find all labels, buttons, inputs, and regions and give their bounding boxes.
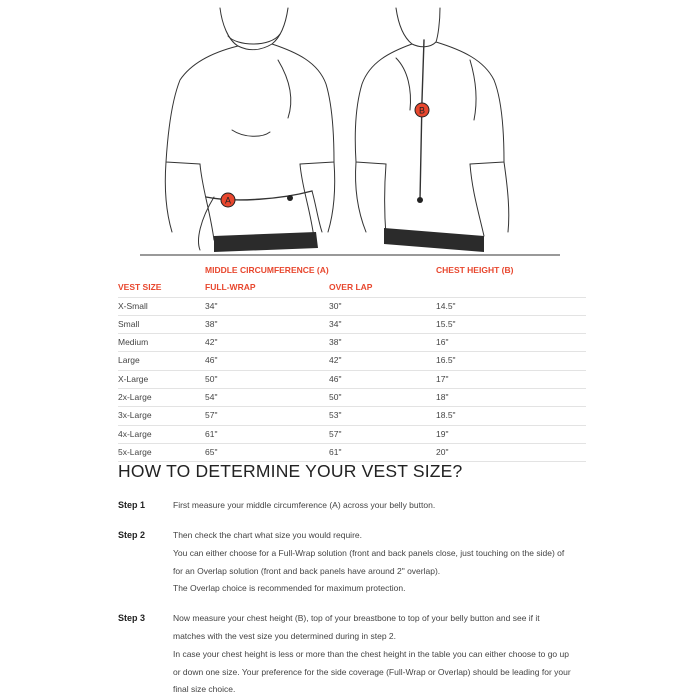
marker-b <box>415 103 429 117</box>
front-figure <box>165 8 335 250</box>
full-wrap-cell: 42" <box>205 337 218 348</box>
table-body <box>118 298 586 463</box>
guide-title: HOW TO DETERMINE YOUR VEST SIZE? <box>118 461 463 481</box>
marker-b-label: B <box>418 105 426 116</box>
size-row <box>118 444 586 462</box>
step-3-line-4: or down one size. Your preference for the side coverage (Full-Wrap or Overlap) should be leading for your <box>173 667 571 677</box>
overlap-cell: 46" <box>329 373 342 384</box>
chest-dot <box>417 197 423 203</box>
size-cell: Small <box>118 318 140 329</box>
step-2-line-4: The Overlap choice is recommended for maximum protection. <box>173 583 406 593</box>
overlap-cell: 50" <box>329 392 342 403</box>
chest-height-header: CHEST HEIGHT (B) <box>436 265 514 275</box>
full-wrap-cell: 50" <box>205 373 218 384</box>
overlap-cell: 42" <box>329 355 342 366</box>
overlap-cell: 57" <box>329 428 342 439</box>
chest-height-cell: 15.5" <box>436 318 456 329</box>
size-row <box>118 298 586 316</box>
step-3-line-3: In case your chest height is less or more than the chest height in the table you can either choose to go up <box>173 649 569 659</box>
marker-a <box>221 193 235 207</box>
overlap-cell: 34" <box>329 318 342 329</box>
full-wrap-header: FULL-WRAP <box>205 282 256 293</box>
step-3-line-1: Now measure your chest height (B), top of your breastbone to top of your belly button and see if it <box>173 613 540 623</box>
size-row <box>118 316 586 334</box>
size-cell: 4x-Large <box>118 428 152 439</box>
size-cell: X-Large <box>118 373 149 384</box>
size-row <box>118 426 586 444</box>
step-3-line-2: matches with the vest size you determined during in step 2. <box>173 631 397 641</box>
overlap-cell: 30" <box>329 300 342 311</box>
size-row <box>118 352 586 370</box>
chest-height-cell: 14.5" <box>436 300 456 311</box>
chest-height-cell: 16.5" <box>436 355 456 366</box>
step-3-label: Step 3 <box>118 613 146 623</box>
size-cell: Medium <box>118 337 149 348</box>
full-wrap-cell: 54" <box>205 392 218 403</box>
full-wrap-cell: 34" <box>205 300 218 311</box>
column-header-row <box>118 279 586 297</box>
group-header-row <box>118 262 586 279</box>
chest-height-cell: 20" <box>436 446 449 457</box>
full-wrap-cell: 38" <box>205 318 218 329</box>
step-2-line-1: Then check the chart what size you would require. <box>173 530 362 540</box>
belt-dot <box>287 195 293 201</box>
step-1-label: Step 1 <box>118 500 146 510</box>
step-2-line-2: You can either choose for a Full-Wrap solution (front and back panels close, just touching on the side) of <box>173 548 565 558</box>
size-row <box>118 334 586 352</box>
overlap-header: OVER LAP <box>329 282 373 293</box>
middle-circumference-header: MIDDLE CIRCUMFERENCE (A) <box>205 265 329 275</box>
vest-size-header: VEST SIZE <box>118 282 162 293</box>
overlap-cell: 38" <box>329 337 342 348</box>
chest-height-cell: 16" <box>436 337 449 348</box>
size-cell: X-Small <box>118 300 148 311</box>
size-cell: 5x-Large <box>118 446 152 457</box>
full-wrap-cell: 65" <box>205 446 218 457</box>
full-wrap-cell: 57" <box>205 410 218 421</box>
step-2-label: Step 2 <box>118 530 146 540</box>
size-row <box>118 407 586 425</box>
back-figure <box>355 8 509 236</box>
size-table <box>118 262 586 462</box>
step-1-line-1: First measure your middle circumference (A) across your belly button. <box>173 500 436 510</box>
chest-height-cell: 18.5" <box>436 410 456 421</box>
chest-height-cell: 17" <box>436 373 449 384</box>
chest-height-cell: 18" <box>436 392 449 403</box>
front-waistband <box>214 232 318 252</box>
size-cell: 2x-Large <box>118 392 152 403</box>
overlap-cell: 53" <box>329 410 342 421</box>
size-cell: 3x-Large <box>118 410 152 421</box>
step-3-line-5: final size choice. <box>173 684 236 694</box>
size-row <box>118 389 586 407</box>
step-2-line-3: for an Overlap solution (front and back panels have around 2" overlap). <box>173 566 441 576</box>
overlap-cell: 61" <box>329 446 342 457</box>
chest-height-cell: 19" <box>436 428 449 439</box>
full-wrap-cell: 46" <box>205 355 218 366</box>
size-row <box>118 371 586 389</box>
back-waistband <box>384 228 484 252</box>
measurement-illustration <box>0 0 700 262</box>
size-cell: Large <box>118 355 140 366</box>
full-wrap-cell: 61" <box>205 428 218 439</box>
marker-a-label: A <box>224 195 232 206</box>
